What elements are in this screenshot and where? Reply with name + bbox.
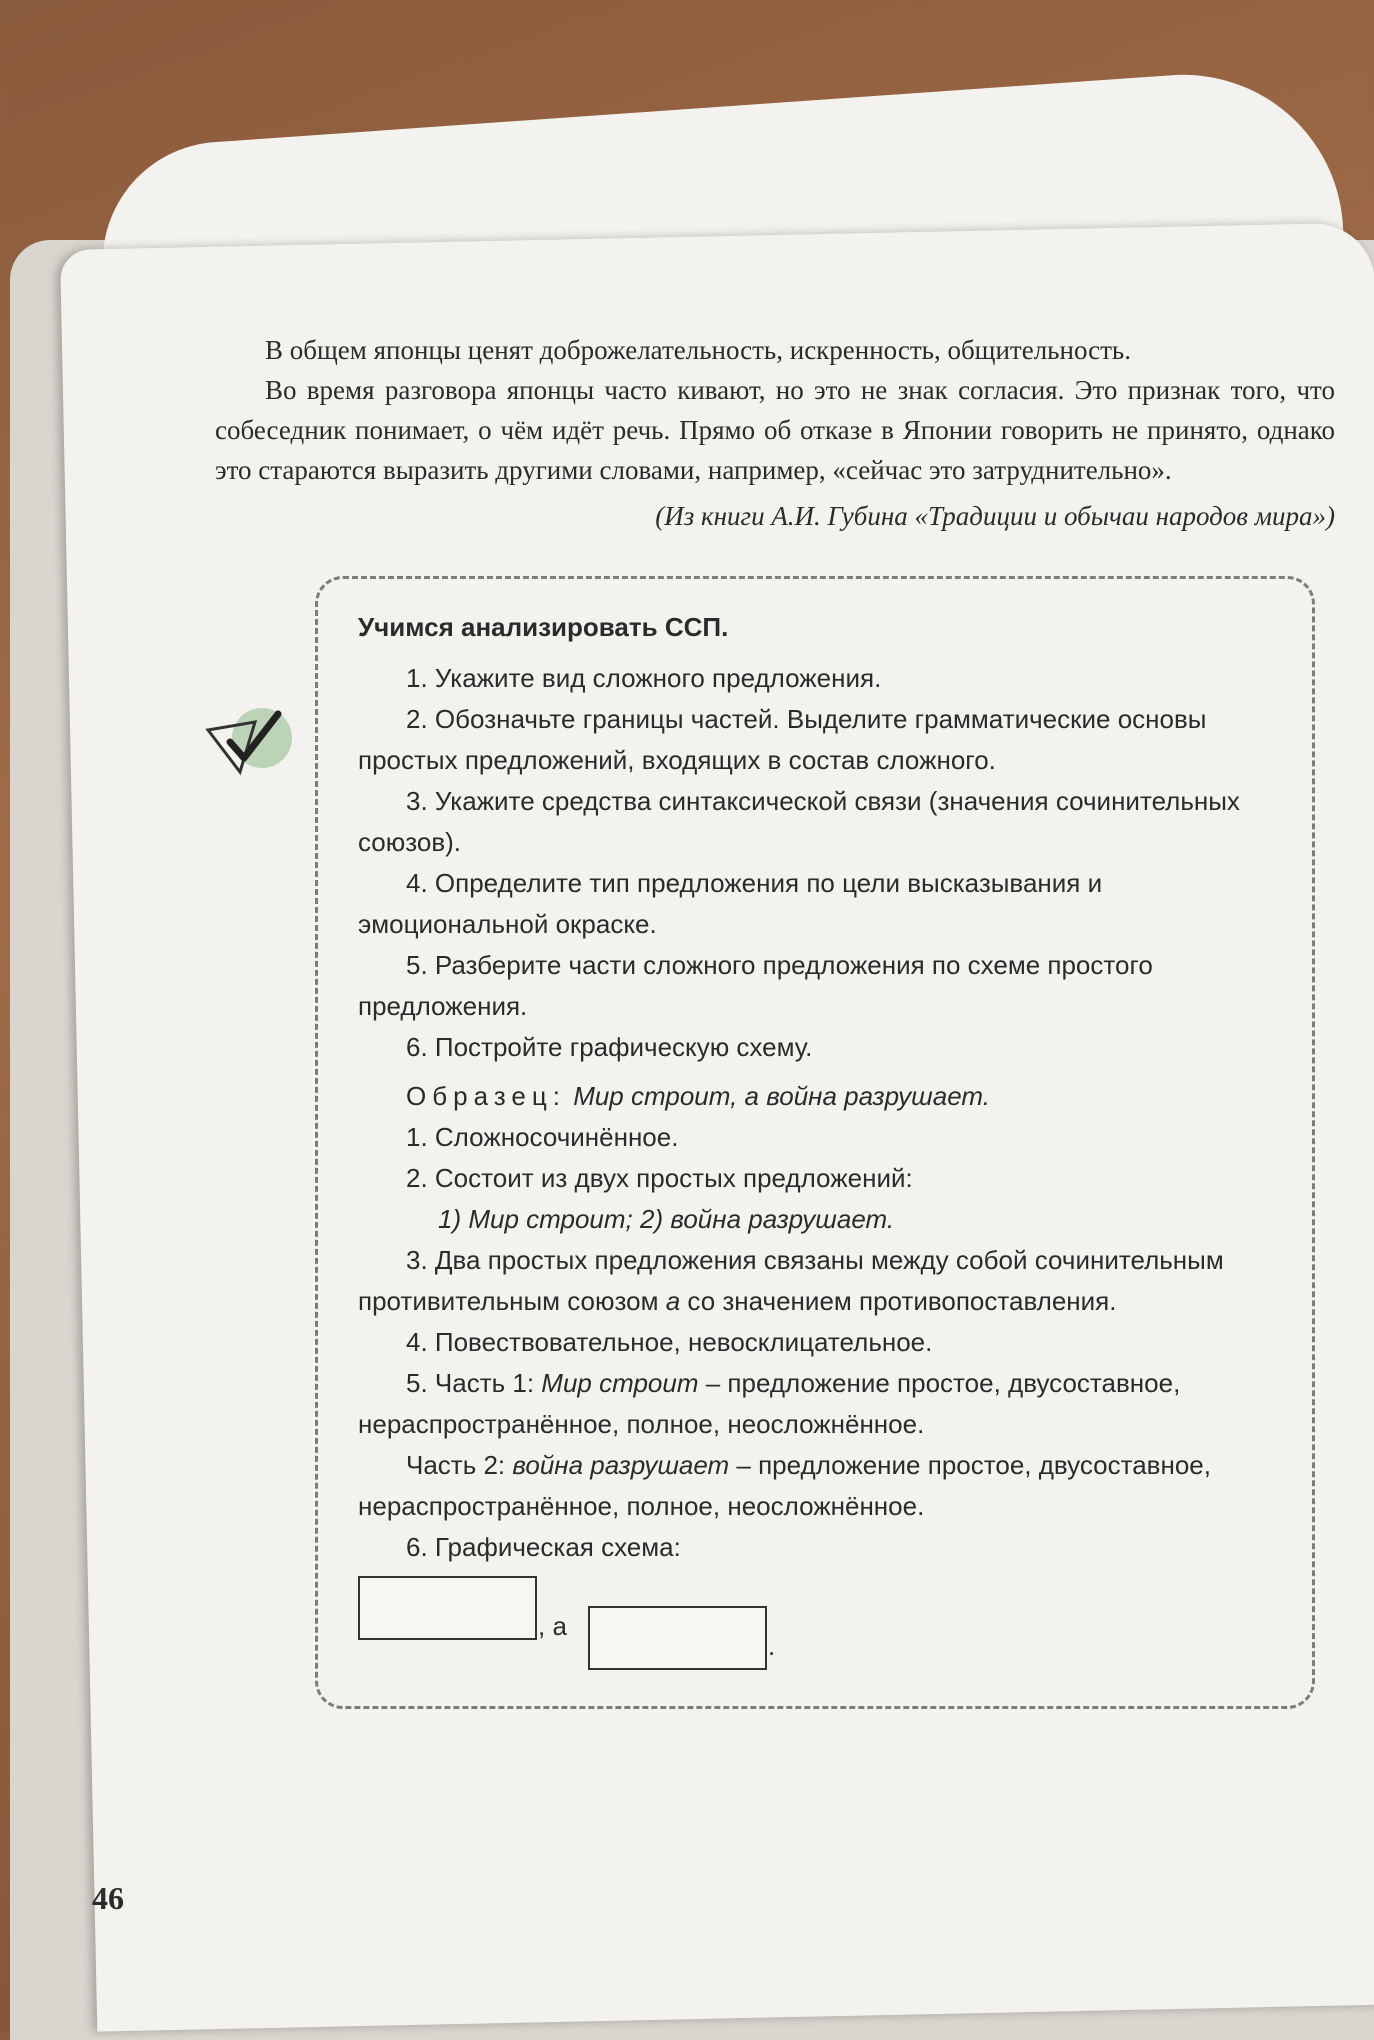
scheme-conjunction: , а xyxy=(538,1611,567,1641)
answer-3-conj: а xyxy=(665,1286,681,1316)
graphic-scheme xyxy=(358,1576,1272,1661)
answer-5-1-it: Мир строит xyxy=(541,1368,699,1398)
sample xyxy=(358,1076,1272,1117)
answer-5-part-2 xyxy=(358,1445,1272,1527)
scheme-box-1 xyxy=(358,1576,537,1640)
answer-3 xyxy=(358,1240,1272,1322)
answer-5-2-it: война разрушает xyxy=(512,1450,730,1480)
answer-5-1-pre: 5. Часть 1: xyxy=(406,1368,542,1398)
analysis-box xyxy=(315,576,1315,1709)
step-4: 4. Определите тип предложения по цели высказывания и эмоциональной окраске. xyxy=(358,868,1103,939)
intro-text xyxy=(215,330,1335,536)
step-5: 5. Разберите части сложного предложения по схеме простого предложения. xyxy=(358,950,1153,1021)
answer-2: 2. Состоит из двух простых предложений: xyxy=(406,1163,913,1193)
step-2: 2. Обозначьте границы частей. Выделите грамматические основы простых предложений, входящих в состав сложного. xyxy=(358,704,1207,775)
answer-3-post: со значением противопоставления. xyxy=(680,1286,1117,1316)
answer-1: 1. Сложносочинённое. xyxy=(406,1122,679,1152)
answer-3-pre: 3. Два простых предложения связаны между собой сочинительным противительным союзом xyxy=(358,1245,1224,1316)
step-6: 6. Постройте графическую схему. xyxy=(406,1032,813,1062)
citation: (Из книги А.И. Губина «Традиции и обычаи народов мира») xyxy=(655,501,1335,531)
step-1: 1. Укажите вид сложного предложения. xyxy=(406,663,882,693)
steps-list xyxy=(358,658,1272,1068)
answer-5-2-pre: Часть 2: xyxy=(406,1450,513,1480)
page-number: 46 xyxy=(92,1880,124,1916)
scheme-box-2 xyxy=(588,1606,767,1670)
intro-paragraph-2: Во время разговора японцы часто кивают, но это не знак согласия. Это признак того, что собеседник понимает, о чём идёт речь. Прямо об отказе в Японии говорить не принято, однако это стараются выразить другими словами, например, «сейчас это затруднительно». xyxy=(215,375,1335,485)
step-3: 3. Укажите средства синтаксической связи (значения сочинительных союзов). xyxy=(358,786,1240,857)
sample-sentence: Мир строит, а война разрушает. xyxy=(573,1081,990,1111)
intro-paragraph-1: В общем японцы ценят доброжелательность, искренность, общительность. xyxy=(265,335,1131,365)
answer-6: 6. Графическая схема: xyxy=(406,1532,681,1562)
page-content xyxy=(215,330,1335,1709)
scheme-end: . xyxy=(768,1631,776,1661)
sample-label: Образец: xyxy=(406,1081,566,1111)
answers-list xyxy=(358,1117,1272,1568)
answer-4: 4. Повествовательное, невосклицательное. xyxy=(406,1327,933,1357)
answer-5-2-post: – предложение простое, двусоставное, нераспространённое, полное, неосложнённое. xyxy=(358,1450,1211,1521)
box-title: Учимся анализировать ССП. xyxy=(358,612,729,642)
answer-2-sub: 1) Мир строит; 2) война разрушает. xyxy=(438,1204,895,1234)
answer-5-part-1 xyxy=(358,1363,1272,1445)
answer-5-1-post: – предложение простое, двусоставное, нераспространённое, полное, неосложнённое. xyxy=(358,1368,1181,1439)
